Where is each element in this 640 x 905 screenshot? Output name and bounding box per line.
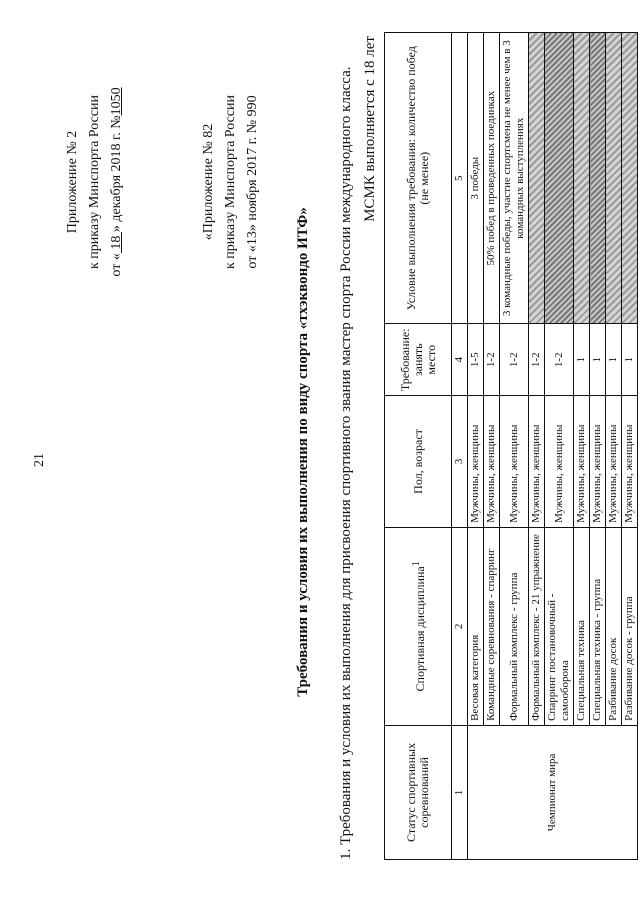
place-cell: 1-5 [468,324,484,396]
gender-cell: Мужчины, женщины [484,396,500,528]
appendix-top-line1: Приложение № 2 [65,130,80,234]
condition-cell: 3 командные победы, участие спортсмена не менее чем в 3 командных выступлениях [500,33,529,324]
place-cell: 1 [574,324,590,396]
column-number: 5 [452,33,468,324]
place-cell: 1-2 [500,324,529,396]
appendix-date-prefix: от « [109,253,124,277]
place-cell: 1-2 [484,324,500,396]
header-status: Статус спортивных соревнований [385,725,452,859]
column-number: 3 [452,396,468,528]
gender-cell: Мужчины, женщины [622,396,638,528]
gender-cell: Мужчины, женщины [529,396,545,528]
appendix-date-mid: » декабря 2018 г. № [109,115,124,233]
condition-cell-hatched [545,33,574,324]
section-paragraph: 1. Требования и условия их выполнения для присвоения спортивного звания мастер спорта России международного класса. [338,66,354,860]
header-condition: Условие выполнения требования: количество побед (не менее) [385,33,452,324]
column-number: 1 [452,725,468,859]
appendix-bottom-line1: «Приложение № 82 [201,123,216,241]
column-number: 2 [452,527,468,725]
discipline-cell: Специальная техника - группа [590,527,606,725]
appendix-date-day: 18 [109,232,124,254]
appendix-top-line2: к приказу Минспорта России [87,95,102,269]
discipline-cell: Спарринг постановочный - самооборона [545,527,574,725]
discipline-cell: Командные соревнования - спарринг [484,527,500,725]
appendix-bottom-line3: от «13» ноября 2017 г. № 990 [245,95,260,269]
header-gender: Пол, возраст [385,396,452,528]
appendix-top [62,62,128,302]
discipline-cell: Формальный комплекс - группа [500,527,529,725]
msmk-note: МСМК выполняется с 18 лет [362,36,378,222]
table-row [468,33,484,860]
appendix-top-line3 [106,62,128,302]
gender-cell: Мужчины, женщины [606,396,622,528]
condition-cell: 3 победы [468,33,484,324]
gender-cell: Мужчины, женщины [590,396,606,528]
condition-cell-hatched [590,33,606,324]
discipline-cell: Разбивание досок - группа [622,527,638,725]
gender-cell: Мужчины, женщины [468,396,484,528]
place-cell: 1 [590,324,606,396]
condition-cell-hatched [606,33,622,324]
column-number-row [452,33,468,860]
gender-cell: Мужчины, женщины [545,396,574,528]
appendix-order-number: 1050 [109,87,124,116]
competition-status-cell: Чемпионат мира [468,725,638,859]
place-cell: 1 [622,324,638,396]
discipline-cell: Разбивание досок [606,527,622,725]
header-discipline [385,527,452,725]
discipline-cell: Весовая категория [468,527,484,725]
condition-cell-hatched [529,33,545,324]
document-title: Требования и условия их выполнения по виду спорта «тхэквондо ИТФ» [295,207,311,697]
condition-cell: 50% побед в проведенных поединках [484,33,500,324]
header-discipline-footnote: 1 [410,561,422,567]
appendix-bottom-line2: к приказу Минспорта России [223,95,238,269]
page-number: 21 [32,453,47,467]
gender-cell: Мужчины, женщины [574,396,590,528]
discipline-cell: Формальный комплекс - 21 упражнение [529,527,545,725]
gender-cell: Мужчины, женщины [500,396,529,528]
header-place: Требование: занять место [385,324,452,396]
condition-cell-hatched [574,33,590,324]
condition-cell-hatched [622,33,638,324]
table-header-row [385,33,452,860]
discipline-cell: Специальная техника [574,527,590,725]
place-cell: 1-2 [529,324,545,396]
requirements-table [384,32,638,860]
rotated-content [20,22,635,882]
appendix-bottom [198,62,264,302]
place-cell: 1-2 [545,324,574,396]
place-cell: 1 [606,324,622,396]
column-number: 4 [452,324,468,396]
header-discipline-text: Спортивная дисциплина [412,566,427,692]
